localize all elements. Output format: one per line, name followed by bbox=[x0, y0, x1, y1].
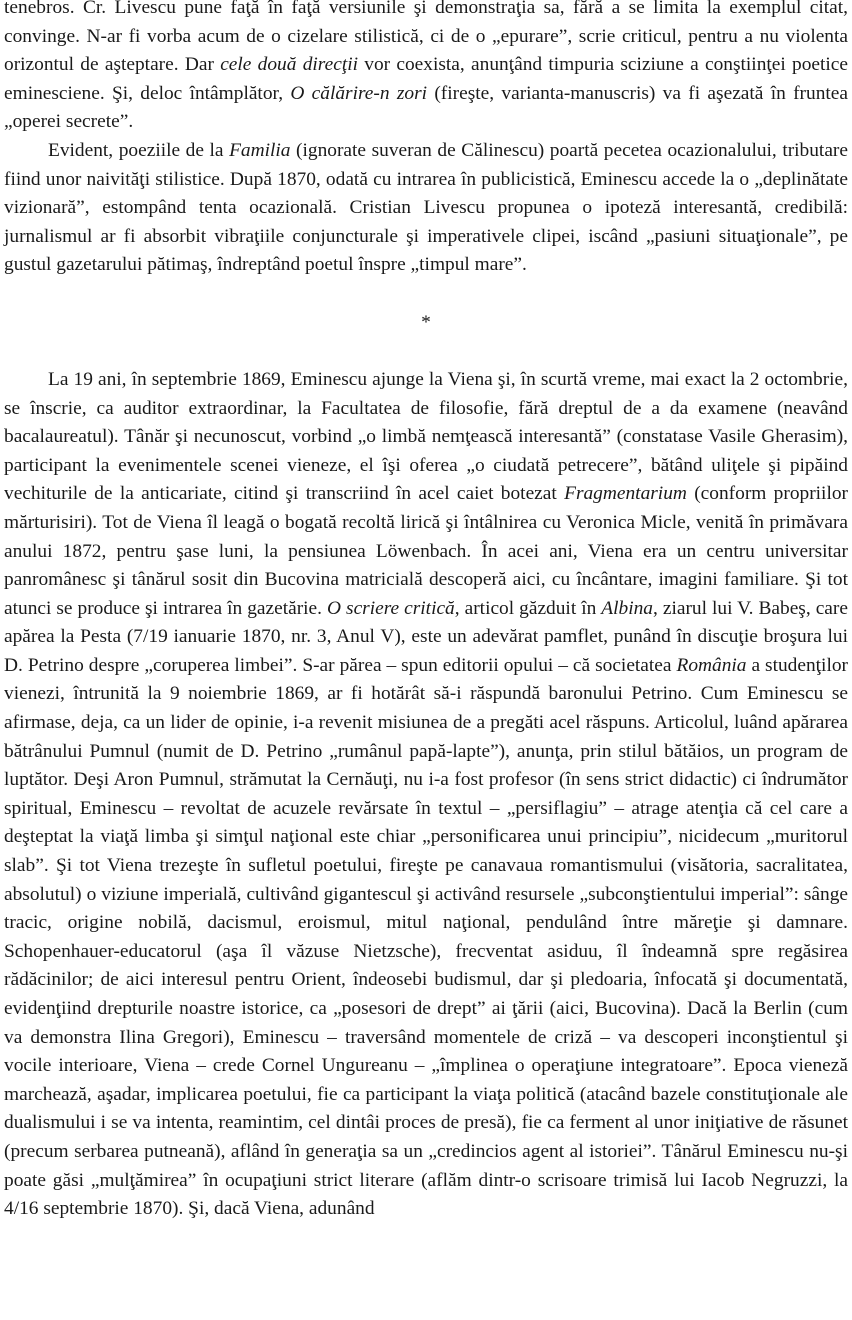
italic-title: cele două direcţii bbox=[220, 54, 358, 76]
text-block-main bbox=[4, 366, 848, 1224]
page-body bbox=[4, 0, 848, 1224]
italic-title: România bbox=[676, 654, 747, 676]
paragraph bbox=[4, 366, 848, 1224]
text-run: a studenţilor vienezi, întrunită la 9 noiembrie 1869, ar fi hotărât să-i răspundă baronului Petrino. Cum Eminescu se afirmase, deja, ca un lider de opinie, i-a revenit misiunea de a pregăti acel răspuns. Articolul, luând apărarea bătrânului Pumnul (numit de D. Petrino „rumânul papă-lapte”), anunţa, prin stilul bătăios, un program de luptător. Deşi Aron Pumnul, strămutat la Cernăuţi, nu i-a fost profesor (în sens strict didactic) ci îndrumător spiritual, Eminescu – revoltat de acuzele revărsate în textul – „persiflagiu” – atrage atenţia că cel care a deşteptat la viaţă limba şi simţul naţional este chiar „personificarea unui principiu”, nicidecum „muritorul slab”. Şi tot Viena trezeşte în sufletul poetului, fireşte pe canavaua romantismului (visătoria, sacralitatea, absolutul) o viziune imperială, cultivând gigantescul şi activând resursele „subconştientului imperial”: sânge tracic, origine nobilă, dacismul, eroismul, mitul naţional, pendulând între măreţie şi damnare. Schopenhauer-educatorul (aşa îl văzuse Nietzsche), frecventat asiduu, îl îndeamnă spre regăsirea rădăcinilor; de aici interesul pentru Orient, îndeosebi budismul, dar şi pledoaria, înfocată şi documentată, evidenţiind drepturile noastre istorice, ca „posesori de drept” ai ţării (aici, Bucovina). Dacă la Berlin (cum va demonstra Ilina Gregori), Eminescu – traversând momentele de criză – va descoperi inconştientul şi vocile interioare, Viena – crede Cornel Ungureanu – „împlinea o operaţiune integratoare”. Epoca vieneză marchează, aşadar, implicarea poetului, fie ca participant la viaţa politică (atacând bazele constituţionale ale dualismului i se va intenta, reamintim, cel dintâi proces de presă), fie ca ferment al unor iniţiative de răsunet (precum serbarea putneană), aflând în generaţia sa un „credincios agent al istoriei”. Tânărul Eminescu nu-şi poate găsi „mulţămirea” în ocupaţiuni strict literare (aflăm dintr-o scrisoare trimisă lui Iacob Negruzzi, la 4/16 septembrie 1870). Şi, dacă Viena, adunând bbox=[4, 654, 848, 1220]
text-run: , ziarul lui V. Babeş, care apărea la Pesta (7/19 ianuarie 1870, nr. 3, Anul V), este un adevărat pamflet, punând în discuţie broşura lui D. Petrino despre „coruperea limbei”. S-ar părea – spun editorii opului – că societatea bbox=[4, 597, 848, 676]
text-run: Evident, poeziile de la bbox=[48, 139, 230, 161]
text-run: (ignorate suveran de Călinescu) poartă pecetea ocazionalului, tributare fiind unor naivităţi stilistice. După 1870, odată cu intrarea în publicistică, Eminescu accede la o „deplinătate vizionară”, estompând tenta ocazională. Cristian Livescu propunea o ipoteză interesantă, credibilă: jurnalismul ar fi absorbit vibraţiile conjuncturale şi imperativele clipei, iscând „pasiuni situaţionale”, pe gustul gazetarului pătimaş, îndreptând poetul înspre „timpul mare”. bbox=[4, 139, 848, 276]
section-separator: * bbox=[421, 311, 431, 333]
text-run: (conform propriilor mărturisiri). Tot de Viena îl leagă o bogată recoltă lirică şi întâlnirea cu Veronica Micle, venită în primăvara anului 1872, pentru şase luni, la pensiunea Löwenbach. În acei ani, Viena era un centru universitar panromânesc şi tânărul sosit din Bucovina matricială descoperă aici, cu încântare, imagini familiare. Şi tot atunci se produce şi intrarea în gazetărie. bbox=[4, 483, 848, 619]
italic-title: O călărire-n zori bbox=[290, 82, 428, 104]
paragraph bbox=[4, 0, 848, 137]
text-run: vor coexista, anunţând timpuria sciziune a conştiinţei poetice eminesciene. Şi, deloc întâmplător, bbox=[4, 54, 849, 104]
text-block-top bbox=[4, 0, 848, 280]
text-run: , articol găzduit în bbox=[454, 597, 602, 619]
text-run: tenebros. Cr. Livescu pune faţă în faţă versiunile şi demonstraţia sa, fără a se limita la exemplul citat, convinge. N-ar fi vorba acum de o cizelare stilistică, ci de o „epurare”, scrie criticul, pentru a nu violenta orizontul de aşteptare. Dar bbox=[4, 0, 848, 76]
italic-title: Fragmentarium bbox=[564, 483, 687, 505]
text-run: (fireşte, varianta-manuscris) va fi aşezată în fruntea „operei secrete”. bbox=[4, 82, 848, 133]
paragraph bbox=[4, 137, 848, 280]
text-run: La 19 ani, în septembrie 1869, Eminescu ajunge la Viena şi, în scurtă vreme, mai exact la 2 octombrie, se înscrie, ca auditor extraordinar, la Facultatea de filosofie, fără dreptul de a da examene (neavând bacalaureatul). Tânăr şi necunoscut, vorbind „o limbă nemţească interesantă” (constatase Vasile Gherasim), participant la evenimentele scenei vieneze, el îşi oferea „o ciudată petrecere”, bătând uliţele şi pipăind vechiturile de la anticariate, citind şi transcriind în acel caiet botezat bbox=[4, 368, 848, 505]
italic-title: Albina bbox=[601, 597, 654, 619]
italic-title: O scriere critică bbox=[327, 597, 455, 619]
italic-title: Familia bbox=[229, 139, 291, 161]
